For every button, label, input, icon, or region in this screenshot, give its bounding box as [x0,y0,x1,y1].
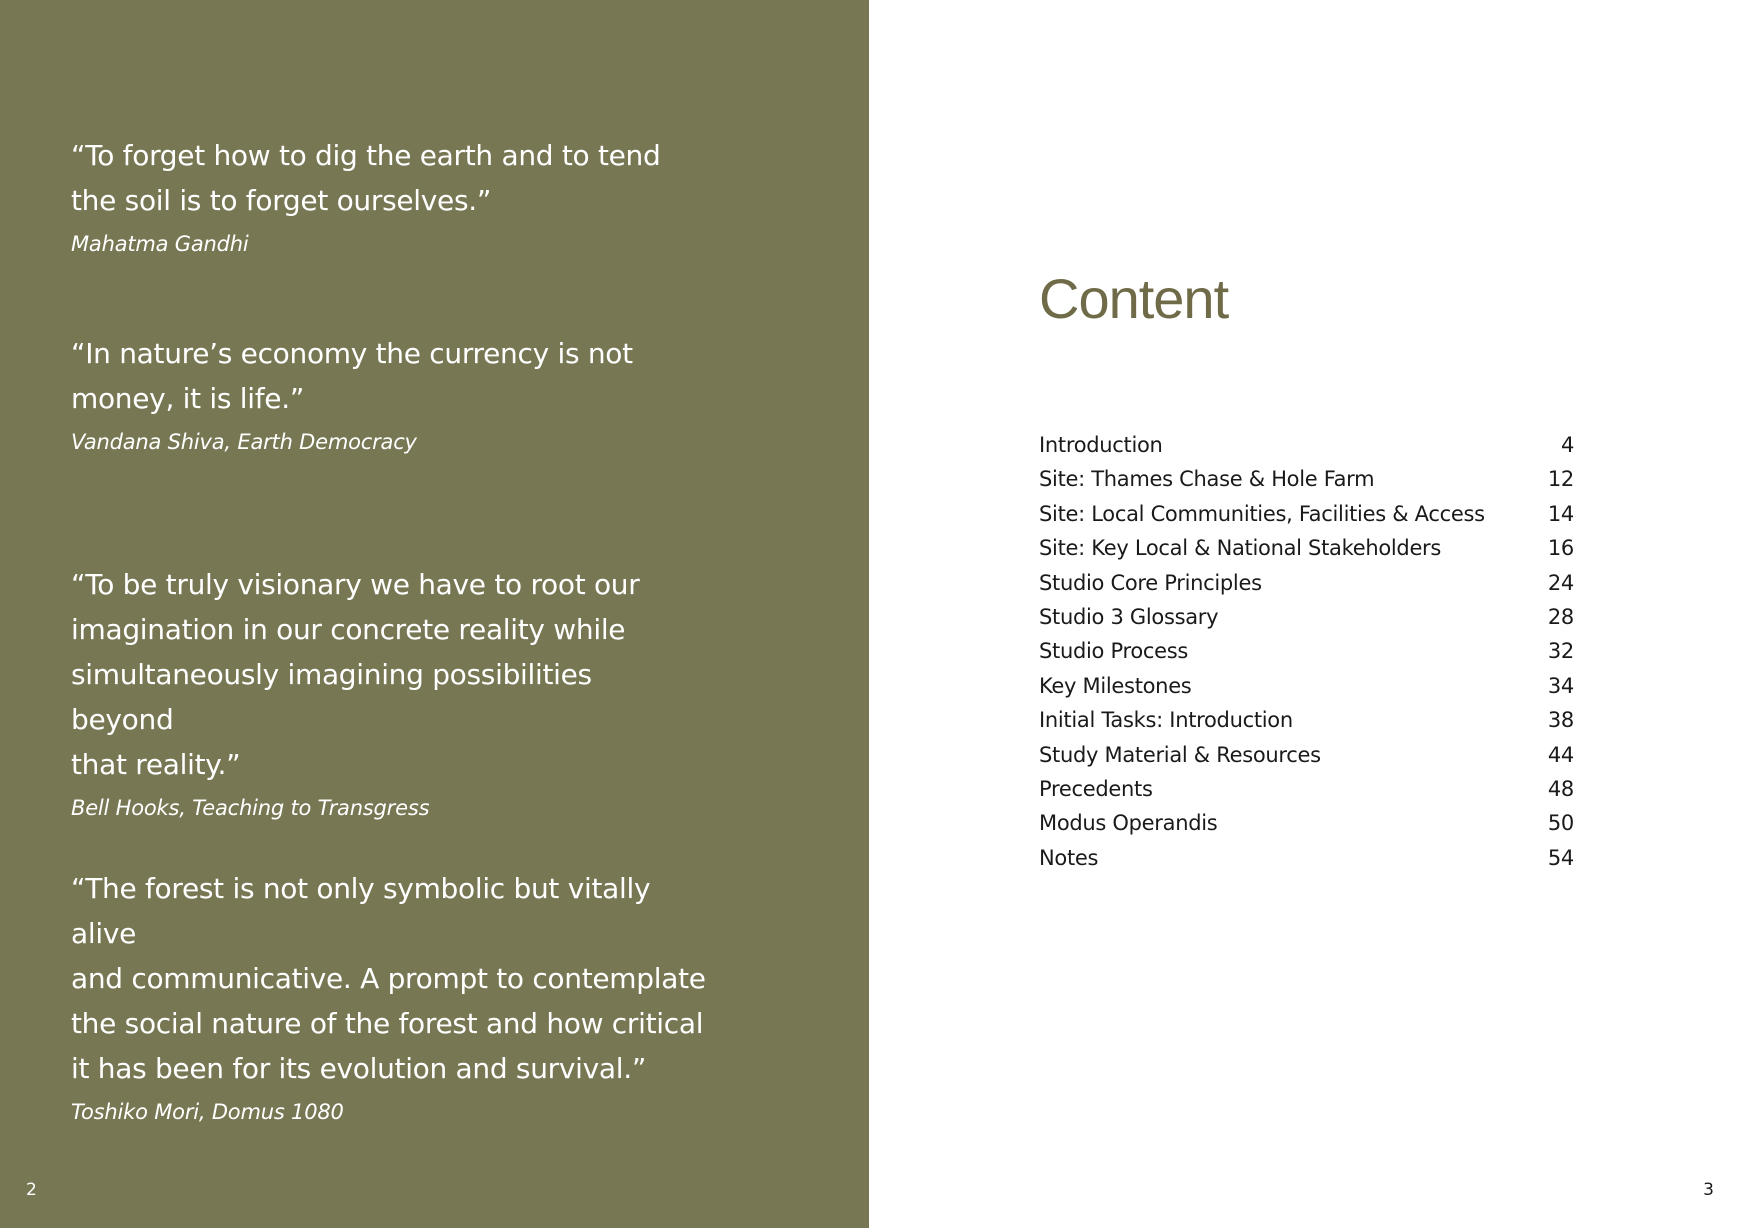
quote-line: the social nature of the forest and how critical [71,1007,704,1040]
toc-entry-page-number: 28 [1547,604,1574,629]
toc-entry-page-number: 4 [1560,433,1574,457]
toc-entry[interactable] [1039,531,1574,565]
toc-entry-label: Site: Thames Chase & Hole Farm [1039,467,1375,492]
quote-line: imagination in our concrete reality while [71,613,626,646]
toc-entry-label: Studio 3 Glossary [1039,604,1219,629]
quote-line: money, it is life.” [71,382,305,415]
toc-entry[interactable] [1039,428,1574,462]
toc-entry-page-number: 24 [1547,570,1574,595]
quote-line: “To be truly visionary we have to root our [71,568,640,601]
toc-entry-label: Introduction [1039,433,1163,457]
quote-author: Vandana Shiva, Earth Democracy [71,430,417,454]
quote-block [71,133,671,259]
quote-line: “To forget how to dig the earth and to tend [71,139,661,172]
quotes-page [0,0,869,1228]
quote-line: the soil is to forget ourselves.” [71,184,492,217]
toc-entry[interactable] [1039,772,1574,806]
toc-entry-page-number: 38 [1547,708,1574,733]
toc-entry[interactable] [1039,634,1574,668]
table-of-contents [1039,428,1574,875]
toc-entry-label: Key Milestones [1039,673,1192,698]
toc-entry[interactable] [1039,566,1574,600]
quote-line: “In nature’s economy the currency is not [71,337,633,370]
quote-line: it has been for its evolution and survival.” [71,1052,647,1085]
page-number-right: 3 [1703,1180,1714,1200]
toc-entry-page-number: 44 [1547,742,1574,767]
quote-line: that reality.” [71,748,241,781]
quote-text [71,866,711,1091]
toc-entry-page-number: 34 [1547,673,1574,698]
toc-entry[interactable] [1039,738,1574,772]
toc-entry-label: Study Material & Resources [1039,742,1321,767]
quote-text [71,133,671,223]
toc-entry-label: Modus Operandis [1039,811,1218,836]
contents-page [869,0,1740,1228]
toc-entry-page-number: 12 [1547,467,1574,492]
quote-line: and communicative. A prompt to contemplate [71,962,706,995]
toc-entry-label: Studio Core Principles [1039,570,1262,595]
toc-entry[interactable] [1039,841,1574,875]
toc-entry-label: Initial Tasks: Introduction [1039,708,1293,733]
quote-text [71,331,671,421]
page-number-left: 2 [26,1180,37,1200]
toc-entry-label: Studio Process [1039,639,1189,664]
quote-line: “The forest is not only symbolic but vitally alive [71,872,651,950]
toc-entry-page-number: 16 [1547,536,1574,561]
toc-entry[interactable] [1039,497,1574,531]
toc-entry[interactable] [1039,669,1574,703]
toc-entry[interactable] [1039,600,1574,634]
toc-entry-page-number: 50 [1547,811,1574,836]
quote-block [71,866,711,1127]
toc-entry-page-number: 14 [1547,501,1574,526]
toc-entry[interactable] [1039,703,1574,737]
quote-block [71,562,681,823]
toc-entry-label: Notes [1039,845,1099,870]
toc-entry-page-number: 48 [1547,776,1574,801]
toc-entry-label: Precedents [1039,776,1153,801]
toc-entry[interactable] [1039,462,1574,496]
toc-entry-page-number: 54 [1547,845,1574,870]
toc-entry-label: Site: Local Communities, Facilities & Access [1039,501,1485,526]
quote-author: Mahatma Gandhi [71,232,249,256]
page-title: Content [1039,267,1229,330]
quote-author: Toshiko Mori, Domus 1080 [71,1100,344,1124]
quote-text [71,562,681,787]
toc-entry[interactable] [1039,806,1574,840]
quote-author: Bell Hooks, Teaching to Transgress [71,796,430,820]
toc-entry-label: Site: Key Local & National Stakeholders [1039,536,1442,561]
quote-block [71,331,671,457]
toc-entry-page-number: 32 [1547,639,1574,664]
quote-line: simultaneously imagining possibilities beyond [71,658,592,736]
